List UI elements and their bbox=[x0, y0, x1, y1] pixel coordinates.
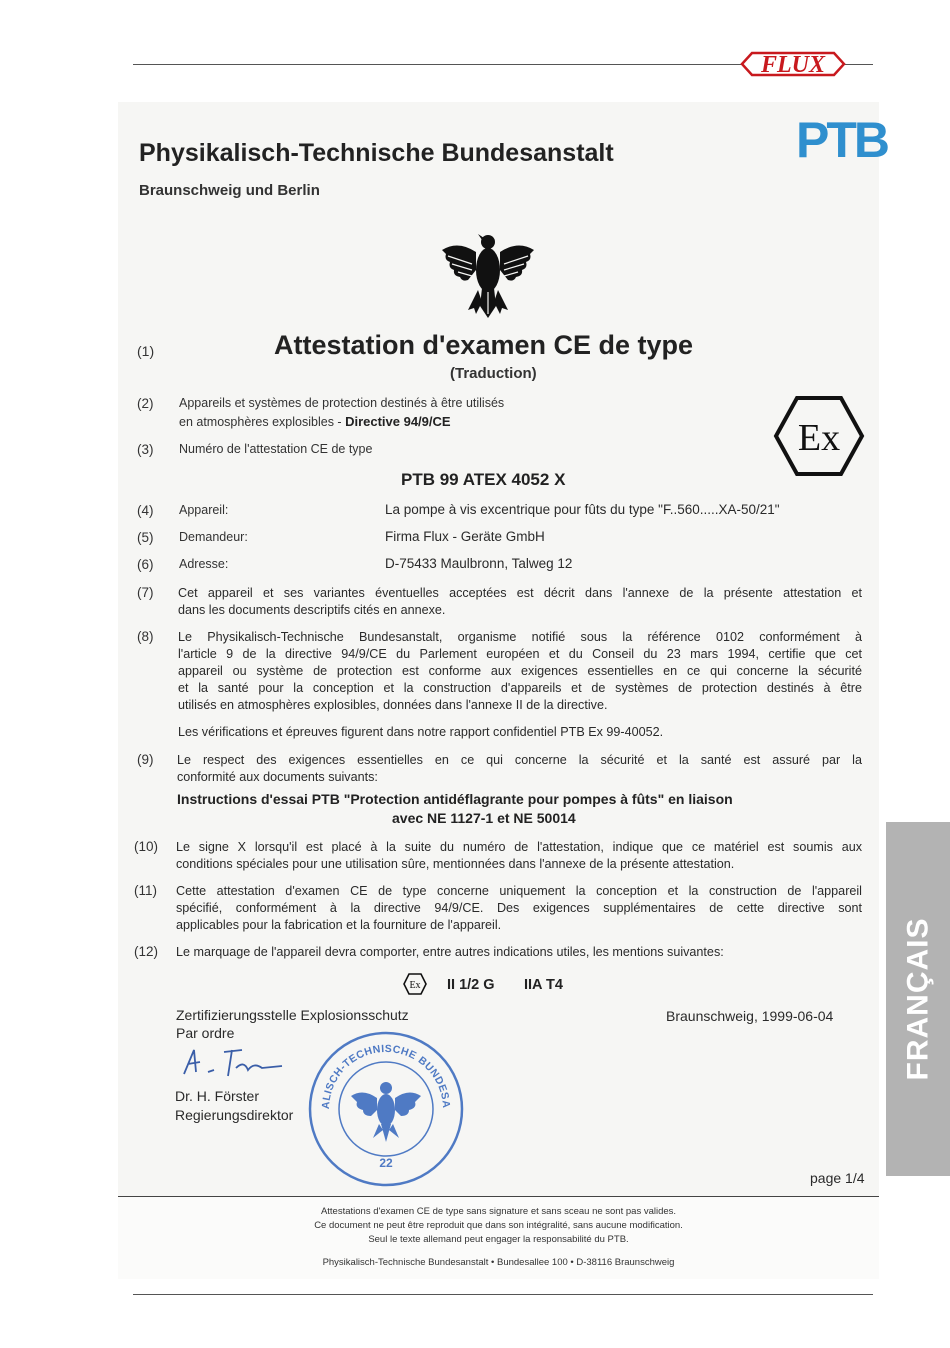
seal-text: ALISCH-TECHNISCHE BUNDESA bbox=[319, 1042, 453, 1110]
marking-class: IIA T4 bbox=[524, 977, 563, 993]
place-date: Braunschweig, 1999-06-04 bbox=[666, 1008, 834, 1024]
item-8-line-5: utilisés en atmosphères explosibles, données dans l'annexe II de la directive. bbox=[178, 698, 608, 712]
item-number-3: (3) bbox=[137, 442, 154, 457]
item-2-line-1: Appareils et systèmes de protection destinés à être utilisés bbox=[179, 396, 505, 410]
marking-group: II 1/2 G bbox=[447, 977, 495, 993]
signatory-name: Dr. H. Förster bbox=[175, 1088, 260, 1104]
footer-line-1: Attestations d'examen CE de type sans signature et sans sceau ne sont pas valides. bbox=[320, 1206, 677, 1217]
adresse-value: D-75433 Maulbronn, Talweg 12 bbox=[385, 556, 573, 571]
eagle-emblem-icon bbox=[438, 230, 538, 320]
certificate-number: PTB 99 ATEX 4052 X bbox=[401, 470, 566, 489]
flux-logo-text: FLUX bbox=[760, 52, 826, 78]
page-subtitle: (Traduction) bbox=[450, 365, 537, 382]
item-number-4: (4) bbox=[137, 503, 154, 518]
item-number-1: (1) bbox=[137, 343, 155, 359]
item-3-label: Numéro de l'attestation CE de type bbox=[179, 442, 373, 456]
item-7-line-1: Cet appareil et ses variantes éventuelles acceptées est décrit dans l'annexe de la présente attestation et bbox=[178, 586, 862, 600]
bottom-rule bbox=[133, 1294, 873, 1295]
directive-label: Directive 94/9/CE bbox=[345, 414, 451, 429]
institution-location: Braunschweig und Berlin bbox=[139, 182, 320, 199]
adresse-label: Adresse: bbox=[179, 557, 229, 571]
item-number-10: (10) bbox=[134, 839, 159, 854]
item-11-line-3: applicables pour la fabrication et la fourniture de l'appareil. bbox=[176, 918, 502, 932]
item-10-line-1: Le signe X lorsqu'il est placé à la suite du numéro de l'attestation, indique que ce matériel est soumis aux bbox=[176, 840, 862, 854]
ex-small-icon bbox=[403, 973, 427, 995]
test-standards: avec NE 1127-1 et NE 50014 bbox=[392, 810, 576, 826]
item-9-line-2: conformité aux documents suivants: bbox=[177, 770, 378, 784]
item-8-line-1: Le Physikalisch-Technische Bundesanstalt, organisme notifié sous la référence 0102 conformément à bbox=[178, 630, 862, 644]
item-number-7: (7) bbox=[137, 585, 154, 600]
official-seal-icon bbox=[307, 1030, 465, 1188]
item-number-6: (6) bbox=[137, 557, 154, 572]
par-ordre: Par ordre bbox=[176, 1025, 235, 1041]
ex-hexagon-icon bbox=[773, 395, 865, 477]
appareil-label: Appareil: bbox=[179, 503, 229, 517]
appareil-value: La pompe à vis excentrique pour fûts du type "F..560.....XA-50/21" bbox=[385, 502, 780, 517]
item-7-line-2: dans les documents descriptifs cités en annexe. bbox=[178, 603, 446, 617]
item-2-text: en atmosphères explosibles - bbox=[179, 415, 346, 429]
item-2-line-2 bbox=[179, 414, 451, 429]
svg-text:Ex: Ex bbox=[409, 980, 421, 991]
footer-line-4: Physikalisch-Technische Bundesanstalt • Bundesallee 100 • D-38116 Braunschweig bbox=[322, 1257, 675, 1268]
item-10-line-2: conditions spéciales pour une utilisation sûre, mentionnées dans l'annexe de la présente attestation. bbox=[176, 857, 735, 871]
item-number-8: (8) bbox=[137, 629, 154, 644]
item-number-11: (11) bbox=[134, 883, 158, 898]
language-tab-label: FRANÇAIS bbox=[901, 917, 934, 1081]
item-number-9: (9) bbox=[137, 752, 154, 767]
signatory-role: Regierungsdirektor bbox=[175, 1107, 294, 1123]
seal-number: 22 bbox=[379, 1156, 393, 1170]
svg-text:Ex: Ex bbox=[797, 417, 841, 459]
item-number-12: (12) bbox=[134, 944, 159, 959]
certification-office: Zertifizierungsstelle Explosionsschutz bbox=[176, 1007, 409, 1023]
item-8-report: Les vérifications et épreuves figurent dans notre rapport confidentiel PTB Ex 99-40052. bbox=[178, 725, 664, 739]
handwritten-signature bbox=[178, 1042, 288, 1084]
footer-line-2: Ce document ne peut être reproduit que dans son intégralité, sans aucune modification. bbox=[314, 1220, 683, 1231]
svg-text:PHYSIKALISCH-TECHNISCHE BUNDES bbox=[307, 1030, 452, 1109]
demandeur-label: Demandeur: bbox=[179, 530, 248, 544]
footer-line-3: Seul le texte allemand peut engager la responsabilité du PTB. bbox=[368, 1234, 629, 1245]
item-8-line-4: et la santé pour la conception et la construction d'appareils et de systèmes de protection destinés à être bbox=[178, 681, 862, 695]
page-title: Attestation d'examen CE de type bbox=[274, 330, 694, 360]
flux-logo bbox=[738, 47, 848, 81]
item-12-text: Le marquage de l'appareil devra comporter, entre autres indications utiles, les mentions suivantes: bbox=[176, 945, 724, 959]
item-number-2: (2) bbox=[137, 396, 154, 411]
item-11-line-1: Cette attestation d'examen CE de type concerne uniquement la conception et la construction de l'appareil bbox=[176, 884, 862, 898]
language-tab bbox=[886, 822, 950, 1176]
demandeur-value: Firma Flux - Geräte GmbH bbox=[385, 529, 545, 544]
item-number-5: (5) bbox=[137, 530, 154, 545]
institution-name: Physikalisch-Technische Bundesanstalt bbox=[139, 139, 614, 167]
ptb-logo: PTB bbox=[796, 112, 887, 168]
item-11-line-2: spécifié, conformément à la directive 94/9/CE. Des exigences supplémentaires de cette directive sont bbox=[176, 901, 862, 915]
page-number: page 1/4 bbox=[810, 1170, 865, 1186]
item-8-line-2: l'article 9 de la directive 94/9/CE du Parlement européen et du Conseil du 23 mars 1994, certifie que cet bbox=[178, 647, 862, 661]
item-8-line-3: appareil ou système de protection est conforme aux exigences essentielles en ce qui concerne la sécurité bbox=[178, 664, 862, 678]
test-instructions: Instructions d'essai PTB "Protection antidéflagrante pour pompes à fûts" en liaison bbox=[177, 791, 733, 807]
item-9-line-1: Le respect des exigences essentielles en ce qui concerne la sécurité et la santé est assuré par la bbox=[177, 753, 862, 767]
